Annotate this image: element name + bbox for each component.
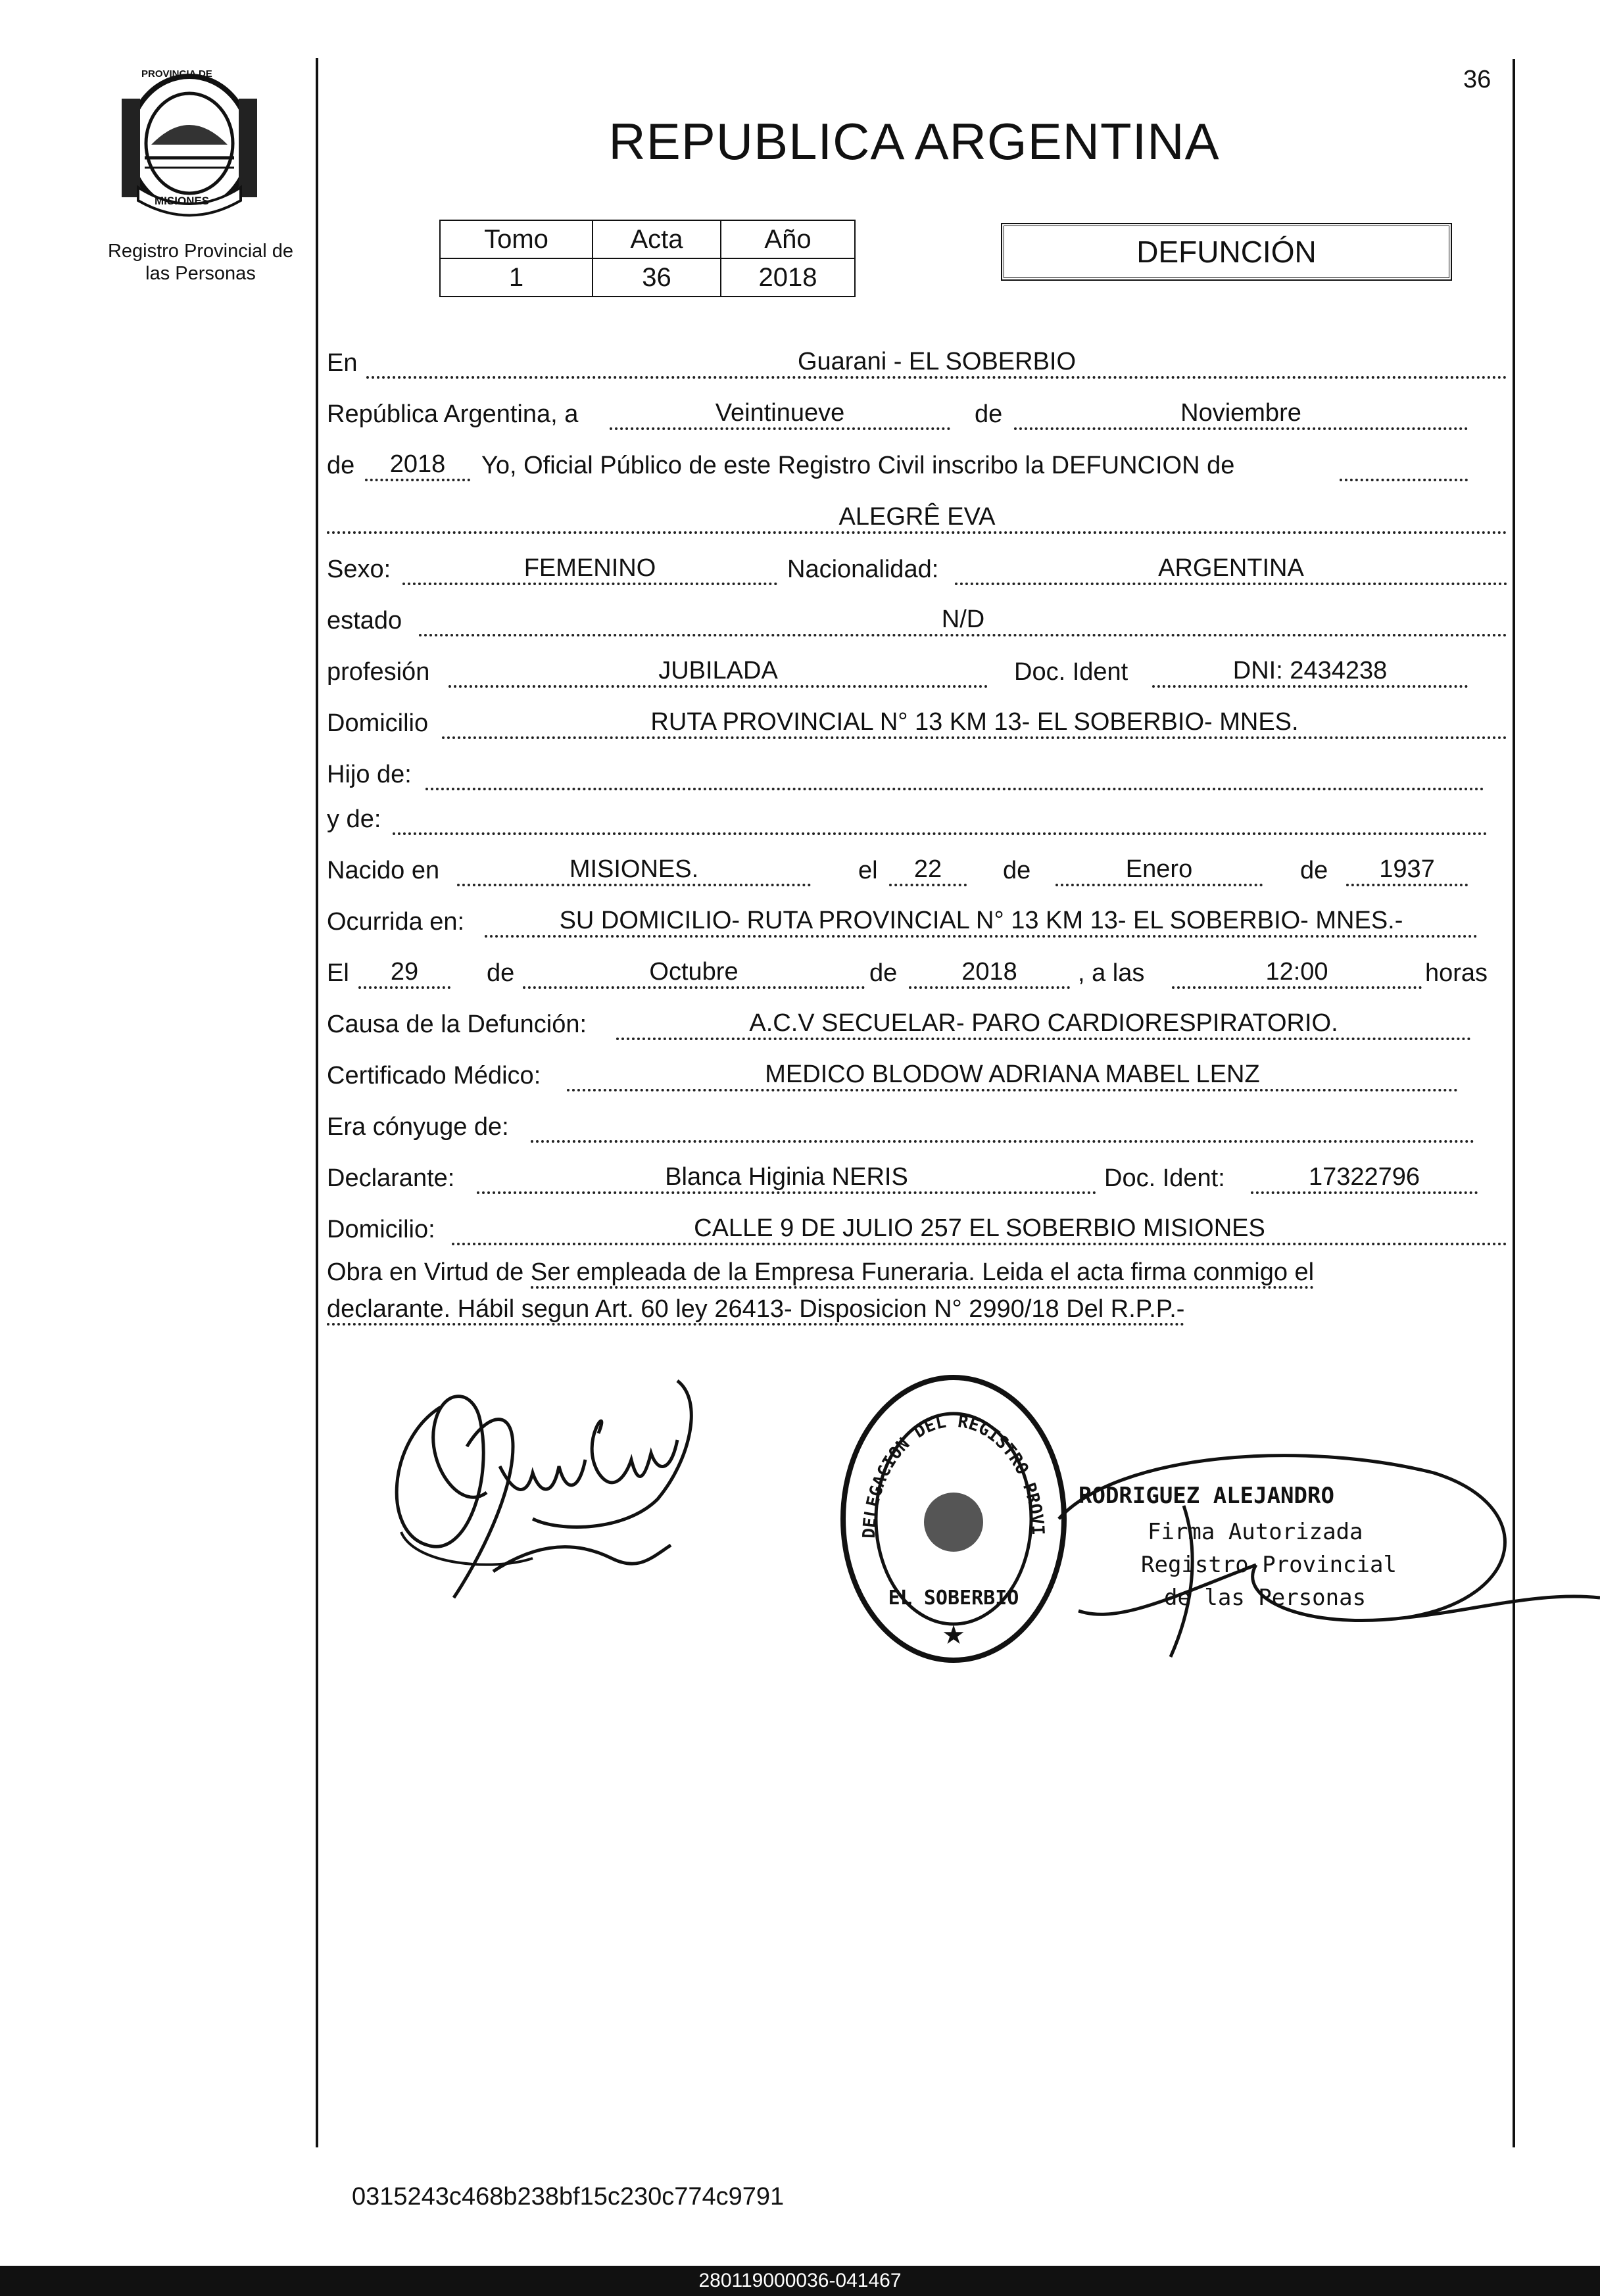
field-certificado: MEDICO BLODOW ADRIANA MABEL LENZ [567, 1060, 1458, 1091]
row-conyuge [327, 1106, 1507, 1145]
label-estado: estado [327, 607, 402, 634]
label-domicilio: Domicilio [327, 709, 429, 737]
right-margin-rule [1513, 59, 1515, 2147]
field-death-day: 29 [358, 957, 450, 989]
header-ano: Año [721, 220, 855, 258]
label-profesion: profesión [327, 658, 430, 686]
field-death-year: 2018 [909, 957, 1070, 989]
label-certificado: Certificado Médico: [327, 1062, 541, 1089]
field-death-time: 12:00 [1172, 957, 1422, 989]
emblem-text-top: PROVINCIA DE [141, 68, 212, 80]
row-declarante [327, 1157, 1507, 1197]
field-decl-domicilio: CALLE 9 DE JULIO 257 EL SOBERBIO MISIONES [452, 1214, 1507, 1245]
left-margin-rule [316, 58, 318, 2147]
label-de-death-year: de [869, 959, 898, 987]
value-ano: 2018 [721, 258, 855, 297]
row-year [327, 444, 1507, 484]
label-decl-doc: Doc. Ident: [1104, 1164, 1225, 1192]
document-hash: 0315243c468b238bf15c230c774c9791 [352, 2183, 785, 2211]
obra-text-2: declarante. Hábil segun Art. 60 ley 26413- Disposicion N° 2990/18 Del R.P.P.- [327, 1295, 1184, 1326]
label-ocurrida: Ocurrida en: [327, 908, 465, 936]
record-index-value-row [440, 258, 855, 297]
field-hijo [425, 786, 1484, 790]
row-nacido [327, 849, 1507, 889]
field-birth-year: 1937 [1346, 855, 1468, 886]
row-date [327, 393, 1507, 433]
label-decl-domicilio: Domicilio: [327, 1216, 435, 1243]
label-alas: , a las [1078, 959, 1145, 987]
registry-seal-stamp [835, 1368, 1072, 1670]
label-doc-ident: Doc. Ident [1014, 658, 1128, 686]
field-conyuge [531, 1139, 1474, 1143]
field-birth-month: Enero [1055, 855, 1263, 886]
declarant-signature [362, 1361, 730, 1637]
field-death-place: SU DOMICILIO- RUTA PROVINCIAL N° 13 KM 13- EL SOBERBIO- MNES.- [485, 906, 1478, 938]
footer-id-bar: 280119000036-041467 [0, 2266, 1600, 2296]
row-estado [327, 600, 1507, 639]
field-place: Guarani - EL SOBERBIO [366, 347, 1507, 379]
header-acta: Acta [593, 220, 721, 258]
field-decl-doc: 17322796 [1251, 1162, 1478, 1194]
label-hijo: Hijo de: [327, 761, 412, 788]
label-nacido: Nacido en [327, 857, 440, 884]
field-year: 2018 [365, 450, 470, 481]
row-domicilio [327, 702, 1507, 742]
row-profesion [327, 651, 1507, 690]
obra-prefix: Obra en Virtud de [327, 1258, 524, 1286]
field-yde [393, 831, 1488, 835]
row-hijo [327, 753, 1507, 793]
obra-text-1: Ser empleada de la Empresa Funeraria. Leida el acta firma conmigo el [531, 1258, 1314, 1289]
label-el-cap: El [327, 959, 349, 987]
label-de: de [975, 400, 1003, 428]
label-de-birth-year: de [1300, 857, 1328, 884]
field-day-text: Veintinueve [610, 398, 950, 430]
row-deceased [327, 497, 1507, 537]
field-estado: N/D [419, 605, 1507, 636]
row-certificado [327, 1055, 1507, 1094]
stamp-ring-text: DELEGACION DEL REGISTRO PROVI [859, 1412, 1048, 1539]
label-sexo: Sexo: [327, 556, 391, 583]
row-sexo [327, 548, 1507, 588]
record-index-table [439, 220, 856, 297]
official-name: RODRIGUEZ ALEJANDRO [1079, 1483, 1334, 1509]
obra-paragraph [327, 1254, 1511, 1327]
label-de-death-month: de [487, 959, 515, 987]
registry-label [92, 240, 309, 285]
row-decl-domicilio [327, 1208, 1507, 1248]
page-title: REPUBLICA ARGENTINA [608, 112, 1220, 170]
label-en: En [327, 349, 358, 377]
field-birth-day: 22 [889, 855, 967, 886]
field-nacionalidad: ARGENTINA [955, 554, 1507, 585]
value-tomo: 1 [440, 258, 593, 297]
official-line-4: de las Personas [1164, 1585, 1367, 1611]
record-index-header-row [440, 220, 855, 258]
label-de-year: de [327, 452, 355, 479]
row-yde [327, 798, 1507, 838]
emblem-text-bottom: MISIONES [155, 195, 210, 207]
label-nacionalidad: Nacionalidad: [787, 556, 939, 583]
label-horas: horas [1425, 959, 1488, 987]
header-tomo: Tomo [440, 220, 593, 258]
official-line-2: Firma Autorizada [1148, 1519, 1363, 1545]
registry-label-line2: las Personas [145, 263, 256, 284]
inscribo-text: Yo, Oficial Público de este Registro Civil inscribo la DEFUNCION de [481, 452, 1235, 479]
field-causa: A.C.V SECUELAR- PARO CARDIORESPIRATORIO. [616, 1009, 1471, 1040]
label-el: el [858, 857, 878, 884]
label-yde: y de: [327, 805, 381, 833]
field-deceased-name: ALEGRÊ EVA [327, 502, 1507, 534]
field-sexo: FEMENINO [402, 554, 777, 585]
row-en [327, 342, 1507, 381]
row-causa [327, 1003, 1507, 1043]
field-profesion: JUBILADA [448, 656, 988, 688]
label-republica: República Argentina, a [327, 400, 579, 428]
record-type-box: DEFUNCIÓN [1001, 223, 1452, 281]
row-ocurrida [327, 901, 1507, 940]
field-domicilio: RUTA PROVINCIAL N° 13 KM 13- EL SOBERBIO- MNES. [442, 707, 1507, 739]
label-de-birth-month: de [1003, 857, 1031, 884]
page-number: 36 [1463, 66, 1491, 93]
registry-label-line1: Registro Provincial de [107, 241, 294, 262]
field-month-text: Noviembre [1014, 398, 1468, 430]
star-icon: ★ [942, 1621, 965, 1650]
field-blank-after-inscribo [1340, 477, 1468, 481]
label-declarante: Declarante: [327, 1164, 455, 1192]
field-doc-ident: DNI: 2434238 [1152, 656, 1468, 688]
field-death-month: Octubre [523, 957, 865, 989]
obra-line-1 [327, 1254, 1511, 1291]
label-conyuge: Era cónyuge de: [327, 1113, 509, 1141]
value-acta: 36 [593, 258, 721, 297]
obra-line-2 [327, 1291, 1511, 1327]
row-death-date [327, 952, 1507, 992]
official-line-3: Registro Provincial [1141, 1552, 1397, 1578]
field-declarante: Blanca Higinia NERIS [477, 1162, 1096, 1194]
label-causa: Causa de la Defunción: [327, 1011, 587, 1038]
stamp-inner-text: EL SOBERBIO [888, 1587, 1019, 1610]
field-birth-place: MISIONES. [457, 855, 811, 886]
